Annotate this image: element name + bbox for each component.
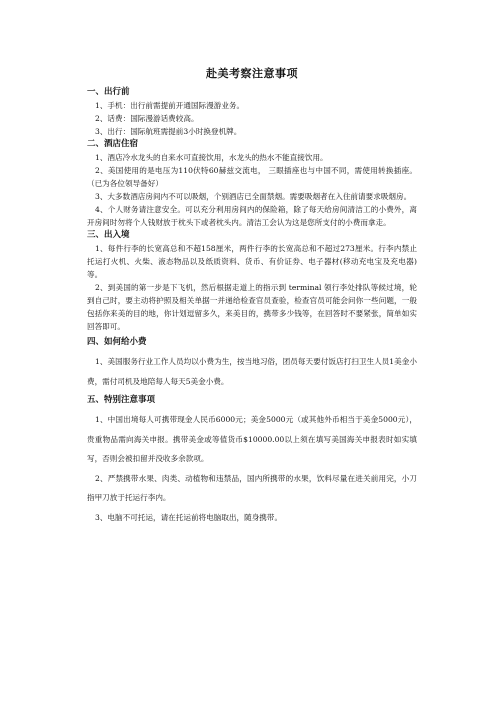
paragraph: 1、手机：出行前需提前开通国际漫游业务。 xyxy=(95,101,245,110)
section-heading: 一、出行前 xyxy=(87,87,130,97)
section-hotel xyxy=(87,138,417,229)
section-heading: 四、如何给小费 xyxy=(87,337,147,347)
paragraph: 1、美国服务行业工作人员均以小费为生，按当地习俗，团员每天要付饭店打扫卫生人员1美金小费，需付司机及地陪每人每天5美金小费。 xyxy=(87,357,417,386)
paragraph: 3、大多数酒店房间内不可以吸烟，个别酒店已全面禁烟。需要吸烟者在入住前请要求吸烟房。 xyxy=(95,192,412,201)
paragraph: 2、严禁携带水果、肉类、动植物和违禁品，国内所携带的水果，饮料尽量在进关前用完，小刀指甲刀放于托运行李内。 xyxy=(87,473,417,502)
paragraph: 4、个人财务请注意安全。可以充分利用房间内的保险箱，除了每天给房间清洁工的小费外，离开房间时勿将个人钱财放于枕头下或者枕头内。清洁工会认为这是您所支付的小费而拿走。 xyxy=(87,205,417,227)
paragraph: 1、每件行李的长宽高总和不超158厘米，两件行李的长宽高总和不超过273厘米。行李内禁止托运打火机、火柴、液态物品以及纸质资料、货币、有价证券、电子器材(移动充电宝及充电器)等。 xyxy=(87,244,417,279)
paragraph: 2、话费：国际漫游话费较高。 xyxy=(95,114,199,123)
paragraph: 3、出行：国际航班需提前3小时换登机牌。 xyxy=(95,127,242,136)
document-title: 赴美考察注意事项 xyxy=(206,67,298,80)
section-tipping xyxy=(87,336,417,391)
paragraph: 2、美国使用的是电压为110伏特60赫兹交流电， 三眼插座也与中国不同，需使用转换插座。（已为各位领导备好） xyxy=(87,166,417,188)
section-heading: 五、特别注意事项 xyxy=(87,395,156,405)
section-special-notes xyxy=(87,394,417,527)
document-page xyxy=(87,66,417,527)
paragraph: 3、电脑不可托运，请在托运前将电脑取出，随身携带。 xyxy=(95,512,283,522)
paragraph: 1、酒店冷水龙头的自来水可直接饮用，水龙头的热水不能直接饮用。 xyxy=(95,153,328,162)
section-heading: 二、酒店住宿 xyxy=(87,139,139,149)
paragraph: 1、中国出境每人可携带现金人民币6000元；美金5000元（或其他外币相当于美金5000元），贵重物品需向海关申报。携带美金或等值货币$10000.00以上须在填写美国海关申报表时如实填写，否则会被扣留并没收多余款项。 xyxy=(87,415,417,463)
section-heading: 三、出入境 xyxy=(87,230,130,240)
section-before-travel xyxy=(87,86,417,138)
section-customs xyxy=(87,229,417,333)
paragraph: 2、到美国的第一步是下飞机，然后根据走道上的指示到 terminal 领行李处排队等候过境，轮到自己时，要主动将护照及相关单据一并递给检查官员查验，检查官员可能会问你一些问题，一般包括你来美的目的地，你计划逗留多久，来美目的，携带多少钱等，在回答时不要紧张，简单如实回答即可。 xyxy=(87,283,417,331)
